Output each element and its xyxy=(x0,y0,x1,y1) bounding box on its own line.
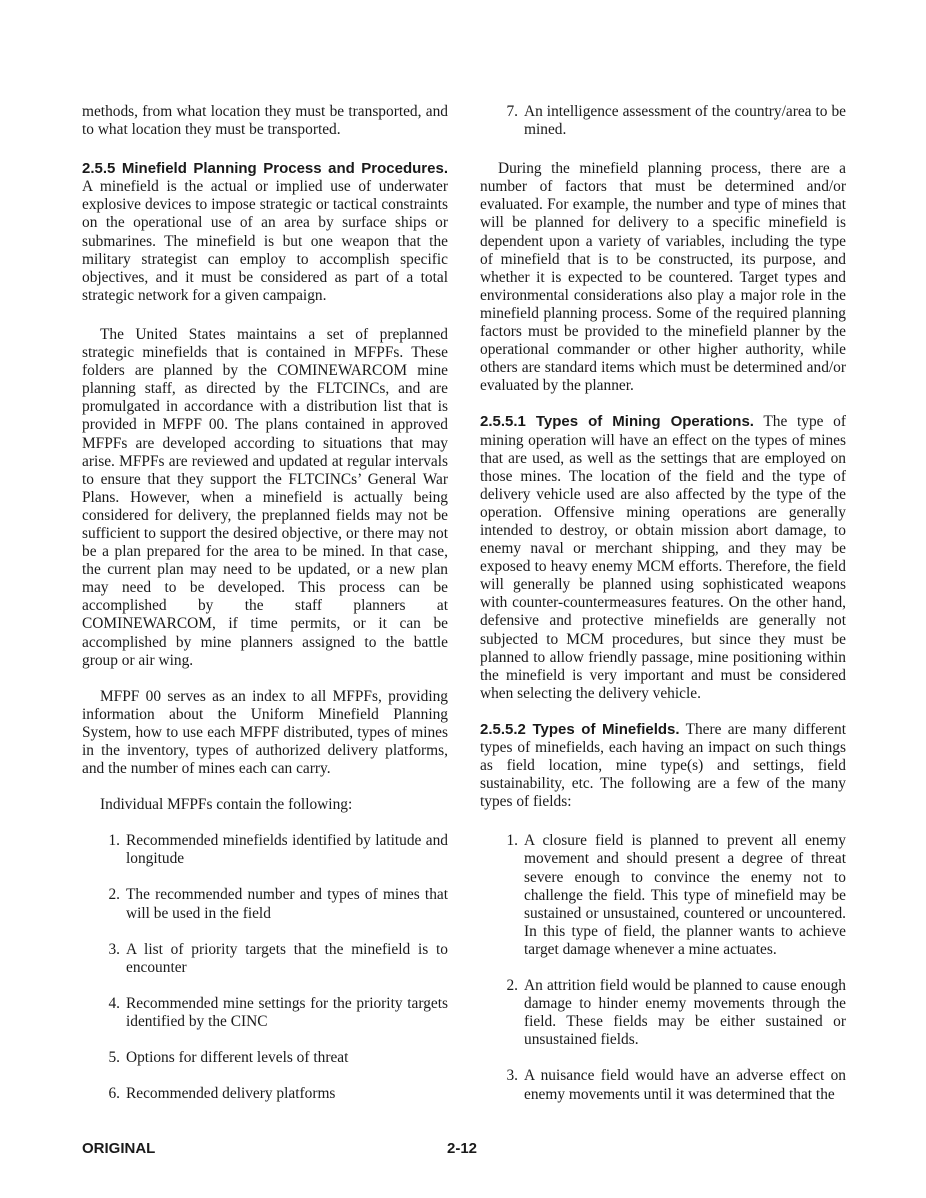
section-heading: 2.5.5.2 Types of Minefields. xyxy=(480,720,680,738)
list-text: Recommended mine settings for the priority targets identified by the CINC xyxy=(126,994,448,1030)
left-column xyxy=(82,103,448,1121)
list-number: 2. xyxy=(506,977,518,995)
list-number: 1. xyxy=(506,832,518,850)
list-item xyxy=(82,995,448,1031)
page-footer xyxy=(82,1140,926,1178)
paragraph: Individual MFPFs contain the following: xyxy=(100,796,353,814)
list-number: 3. xyxy=(108,940,120,958)
list-text: The recommended number and types of mines that will be used in the field xyxy=(126,886,448,922)
list-text: Recommended delivery platforms xyxy=(126,1085,336,1103)
list-item xyxy=(480,103,846,139)
list-number: 6. xyxy=(108,1085,120,1103)
list-item xyxy=(480,977,846,1049)
list-text: Options for different levels of threat xyxy=(126,1049,349,1067)
section-heading: 2.5.5.1 Types of Mining Operations. xyxy=(480,413,754,431)
list-text: A nuisance field would have an adverse effect on enemy movements until it was determined that the xyxy=(524,1067,846,1103)
two-column-body xyxy=(82,103,926,1140)
list-item xyxy=(480,1067,846,1103)
list-text: An intelligence assessment of the country/area to be mined. xyxy=(524,103,846,139)
list-item xyxy=(82,1049,448,1067)
paragraph: methods, from what location they must be transported, and to what location they must be transported. xyxy=(82,103,448,139)
section-2-5-5 xyxy=(82,160,448,305)
list-number: 1. xyxy=(108,832,120,850)
page-number: 2-12 xyxy=(447,1140,478,1157)
list-number: 5. xyxy=(108,1049,120,1067)
section-text: A minefield is the actual or implied use of underwater explosive devices to impose strategic or tactical constraints on the operational use of an area by surface ships or submarines. The minefield is but one weapon that the military strategist can employ to accomplish specific objectives, and it must be considered as part of a total strategic network for a given campaign. xyxy=(82,178,448,304)
section-heading: 2.5.5 Minefield Planning Process and Procedures. xyxy=(82,160,448,178)
section-2-5-5-1 xyxy=(480,413,846,703)
footer-original-label: ORIGINAL xyxy=(82,1140,156,1157)
list-item xyxy=(82,1085,448,1103)
paragraph: MFPF 00 serves as an index to all MFPFs, providing information about the Uniform Minefield Planning System, how to use each MFPF distributed, types of mines in the inventory, types of authorized delivery platforms, and the number of mines each can carry. xyxy=(82,687,448,778)
list-number: 3. xyxy=(506,1067,518,1085)
section-2-5-5-2 xyxy=(480,721,846,811)
section-text: The type of mining operation will have an effect on the types of mines that are used, as well as the settings that are employed on those mines. The location of the field and the type of delivery vehicle used are also affected by the type of the operation. Offensive mining operations are generally intended to destroy, or obtain mission abort damage, to enemy naval or merchant shipping, and they may be exposed to heavy enemy MCM efforts. Therefore, the field will generally be planned using sophisticated weapons with counter-countermeasures features. On the other hand, defensive and protective minefields are generally not subjected to MCM procedures, but since they must be planned to allow friendly passage, mine positioning within the minefield is very important and must be considered when selecting the delivery vehicle. xyxy=(480,413,847,702)
list-item xyxy=(82,886,448,922)
paragraph: During the minefield planning process, there are a number of factors that must be determined and/or evaluated. For example, the number and type of mines that will be planned for delivery to a specific minefield is dependent upon a variety of variables, including the type of minefield that is to be constructed, its purpose, and whether it is expected to be countered. Target types and environmental considerations also play a major role in the minefield planning process. Some of the required planning factors must be provided to the minefield planner by the operational commander or other higher authority, while others are standard items which must be determined and/or evaluated by the planner. xyxy=(480,160,846,395)
right-column xyxy=(480,103,846,1122)
list-number: 4. xyxy=(108,994,120,1012)
list-number: 7. xyxy=(506,103,518,120)
list-text: Recommended minefields identified by latitude and longitude xyxy=(126,832,448,868)
list-text: An attrition field would be planned to cause enough damage to hinder enemy movements through the field. These fields may be either sustained or unsustained fields. xyxy=(524,977,846,1049)
list-text: A list of priority targets that the minefield is to encounter xyxy=(126,940,448,976)
section-text: There are many different types of minefields, each having an impact on such things as field location, mine type(s) and settings, field sustainability, etc. The following are a few of the many types of fields: xyxy=(480,720,846,811)
list-item xyxy=(480,832,846,959)
list-number: 2. xyxy=(108,886,120,904)
list-text: A closure field is planned to prevent all enemy movement and should present a degree of threat severe enough to convince the enemy not to challenge the field. This type of minefield may be sustained or unsustained, countered or uncountered. In this type of field, the planner wants to achieve target damage whenever a mine actuates. xyxy=(524,832,846,958)
list-item xyxy=(82,832,448,868)
paragraph: The United States maintains a set of preplanned strategic minefields that is contained in MFPFs. These folders are planned by the COMINEWARCOM mine planning staff, as directed by the FLTCINCs, and are promulgated in accordance with a distribution list that is provided in MFPF 00. The plans contained in approved MFPFs are developed according to situations that may arise. MFPFs are reviewed and updated at regular intervals to ensure that they support the FLTCINCs’ General War Plans. However, when a minefield is actually being considered for delivery, the preplanned fields may not be sufficient to support the desired objective, or there may not be a plan prepared for the area to be mined. In that case, the current plan may need to be updated, or a new plan may need to be developed. This process can be accomplished by the staff planners at COMINEWARCOM, if time permits, or it can be accomplished by mine planners assigned to the battle group or air wing. xyxy=(82,325,448,669)
list-item xyxy=(82,941,448,977)
